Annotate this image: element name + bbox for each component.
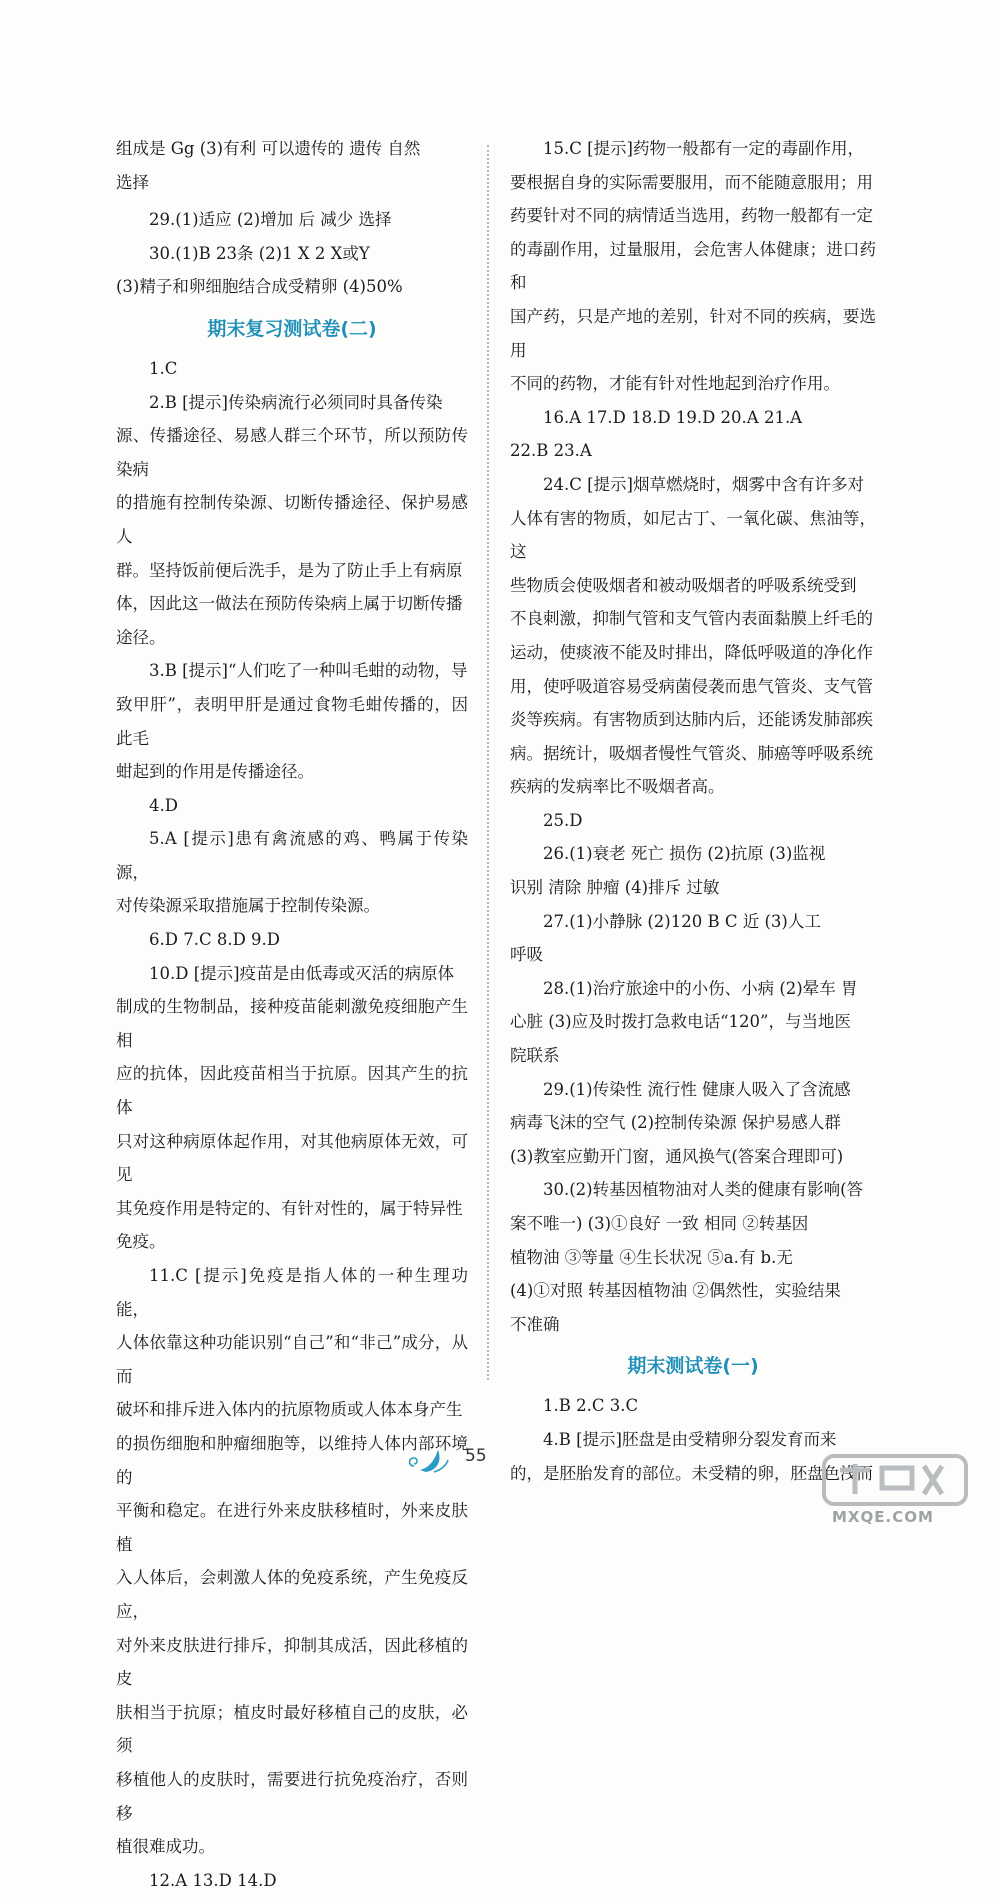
text-line: 疾病的发病率比不吸烟者高。: [510, 777, 725, 797]
answer-15: 15.C [提示]药物一般都有一定的毒副作用，: [543, 139, 864, 158]
text-line: 不准确: [510, 1314, 560, 1334]
text-line: 蚶起到的作用是传播途径。: [116, 762, 314, 782]
text-line: 国产药，只是产地的差别，针对不同的疾病，要选用: [510, 306, 876, 360]
answer-12-14: 12.A 13.D 14.D: [149, 1870, 277, 1890]
text-line: 平衡和稳定。在进行外来皮肤移植时，外来皮肤植: [116, 1501, 468, 1554]
answer-seal-logo-icon: [820, 1450, 970, 1510]
text-line: (4)①对照 转基因植物油 ②偶然性，实验结果: [510, 1281, 841, 1301]
answer-16-21: 16.A 17.D 18.D 19.D 20.A 21.A: [543, 407, 803, 427]
text-line: 制成的生物制品，接种疫苗能刺激免疫细胞产生相: [116, 997, 468, 1050]
text-line: 案不唯一) (3)①良好 一致 相同 ②转基因: [510, 1214, 809, 1233]
text-line: 要根据自身的实际需要服用，而不能随意服用；用: [510, 172, 873, 192]
answer-29: 29.(1)适应 (2)增加 后 减少 选择: [149, 210, 392, 230]
text-line: 应的抗体，因此疫苗相当于抗原。因其产生的抗体: [116, 1064, 468, 1118]
text-line: 对外来皮肤进行排斥，抑制其成活，因此移植的皮: [116, 1635, 468, 1689]
text-line: 的，是胚胎发育的部位。未受精的卵，胚盘色浅而: [510, 1463, 873, 1483]
answer-29: 29.(1)传染性 流行性 健康人吸入了含流感: [543, 1079, 851, 1099]
answer-4: 4.B [提示]胚盘是由受精卵分裂发育而来: [543, 1429, 837, 1449]
text-line: 的损伤细胞和肿瘤细胞等，以维持人体内部环境的: [116, 1433, 468, 1487]
text-line: 人体依靠这种功能识别“自己”和“非己”成分，从而: [116, 1333, 468, 1386]
text-line: 不良刺激，抑制气管和支气管内表面黏膜上纤毛的: [510, 609, 873, 629]
text-line: 组成是 Gg (3)有利 可以遗传的 遗传 自然: [116, 139, 421, 158]
answer-6-9: 6.D 7.C 8.D 9.D: [149, 930, 281, 950]
column-divider: [487, 145, 489, 1380]
answer-30: 30.(2)转基因植物油对人类的健康有影响(答: [543, 1180, 864, 1200]
text-line: 不同的药物，才能有针对性地起到治疗作用。: [510, 374, 840, 394]
text-line: 体，因此这一做法在预防传染病上属于切断传播: [116, 594, 463, 614]
text-line: 其免疫作用是特定的、有针对性的，属于特异性: [116, 1198, 463, 1218]
answer-1: 1.C: [149, 358, 178, 378]
text-line: 肤相当于抗原；植皮时最好移植自己的皮肤，必须: [116, 1702, 468, 1756]
text-line: 致甲肝”，表明甲肝是通过食物毛蚶传播的，因此毛: [116, 694, 468, 748]
answer-2: 2.B [提示]传染病流行必须同时具备传染: [149, 392, 443, 412]
text-line: 入人体后，会刺激人体的免疫系统，产生免疫反应，: [116, 1568, 468, 1621]
text-line: 移植他人的皮肤时，需要进行抗免疫治疗，否则移: [116, 1769, 468, 1823]
text-line: (3)精子和卵细胞结合成受精卵 (4)50%: [116, 277, 403, 297]
section-heading-final-test-1: 期末测试卷(一): [627, 1355, 759, 1378]
text-line: 炎等疾病。有害物质到达肺内后，还能诱发肺部疾: [510, 710, 873, 730]
answer-24: 24.C [提示]烟草燃烧时，烟雾中含有许多对: [543, 474, 864, 494]
section-heading-review-test-2: 期末复习测试卷(二): [207, 317, 377, 340]
text-line: 源、传播途径、易感人群三个环节，所以预防传染病: [116, 426, 468, 479]
text-line: 些物质会使吸烟者和被动吸烟者的呼吸系统受到: [510, 575, 857, 595]
text-line: 用，使呼吸道容易受病菌侵袭而患气管炎、支气管: [510, 676, 873, 696]
answer-4: 4.D: [149, 795, 178, 815]
text-line: 心脏 (3)应及时拨打急救电话“120”，与当地医: [510, 1012, 851, 1032]
text-line: 病。据统计，吸烟者慢性气管炎、肺癌等呼吸系统: [510, 743, 873, 763]
answer-10: 10.D [提示]疫苗是由低毒或灭活的病原体: [149, 963, 455, 983]
watermark-text: MXQE.COM: [832, 1508, 934, 1526]
text-line: 群。坚持饭前便后洗手，是为了防止手上有病原: [116, 560, 463, 580]
text-line: 的毒副作用，过量服用，会危害人体健康；进口药和: [510, 239, 876, 293]
text-line: 植物油 ③等量 ④生长状况 ⑤a.有 b.无: [510, 1247, 793, 1267]
answer-30: 30.(1)B 23条 (2)1 X 2 X或Y: [149, 243, 370, 263]
answer-26: 26.(1)衰老 死亡 损伤 (2)抗原 (3)监视: [543, 844, 826, 864]
right-column: [510, 132, 876, 1490]
text-line: 运动，使痰液不能及时排出，降低呼吸道的净化作: [510, 642, 873, 662]
text-line: 病毒飞沫的空气 (2)控制传染源 保护易感人群: [510, 1113, 841, 1133]
text-line: 破坏和排斥进入体内的抗原物质或人体本身产生: [116, 1400, 463, 1420]
text-line: 对传染源采取措施属于控制传染源。: [116, 896, 380, 916]
text-line: (3)教室应勤开门窗，通风换气(答案合理即可): [510, 1146, 844, 1166]
text-line: 的措施有控制传染源、切断传播途径、保护易感人: [116, 493, 468, 546]
answer-25: 25.D: [543, 810, 583, 830]
text-line: 人体有害的物质，如尼古丁、一氧化碳、焦油等，这: [510, 508, 876, 562]
leaf-ornament-icon: [404, 1444, 452, 1478]
answer-27: 27.(1)小静脉 (2)120 B C 近 (3)人工: [543, 911, 821, 931]
text-line: 院联系: [510, 1046, 560, 1066]
left-column: [116, 132, 468, 1897]
answer-11: 11.C [提示]免疫是指人体的一种生理功能，: [116, 1266, 468, 1319]
text-line: 选择: [116, 172, 149, 192]
answer-3: 3.B [提示]“人们吃了一种叫毛蚶的动物，导: [149, 661, 468, 681]
text-line: 植很难成功。: [116, 1837, 215, 1857]
answer-22-23: 22.B 23.A: [510, 441, 592, 461]
text-line: 呼吸: [510, 945, 543, 965]
text-line: 免疫。: [116, 1232, 166, 1252]
text-line: 途径。: [116, 627, 166, 647]
answer-5: 5.A [提示]患有禽流感的鸡、鸭属于传染源，: [116, 829, 468, 882]
answer-1-3: 1.B 2.C 3.C: [543, 1396, 639, 1416]
page-number: 55: [465, 1446, 487, 1466]
text-line: 药要针对不同的病情适当选用，药物一般都有一定: [510, 206, 873, 226]
text-line: 识别 清除 肿瘤 (4)排斥 过敏: [510, 878, 720, 898]
text-line: 只对这种病原体起作用，对其他病原体无效，可见: [116, 1131, 468, 1185]
answer-28: 28.(1)治疗旅途中的小伤、小病 (2)晕车 胃: [543, 978, 858, 998]
